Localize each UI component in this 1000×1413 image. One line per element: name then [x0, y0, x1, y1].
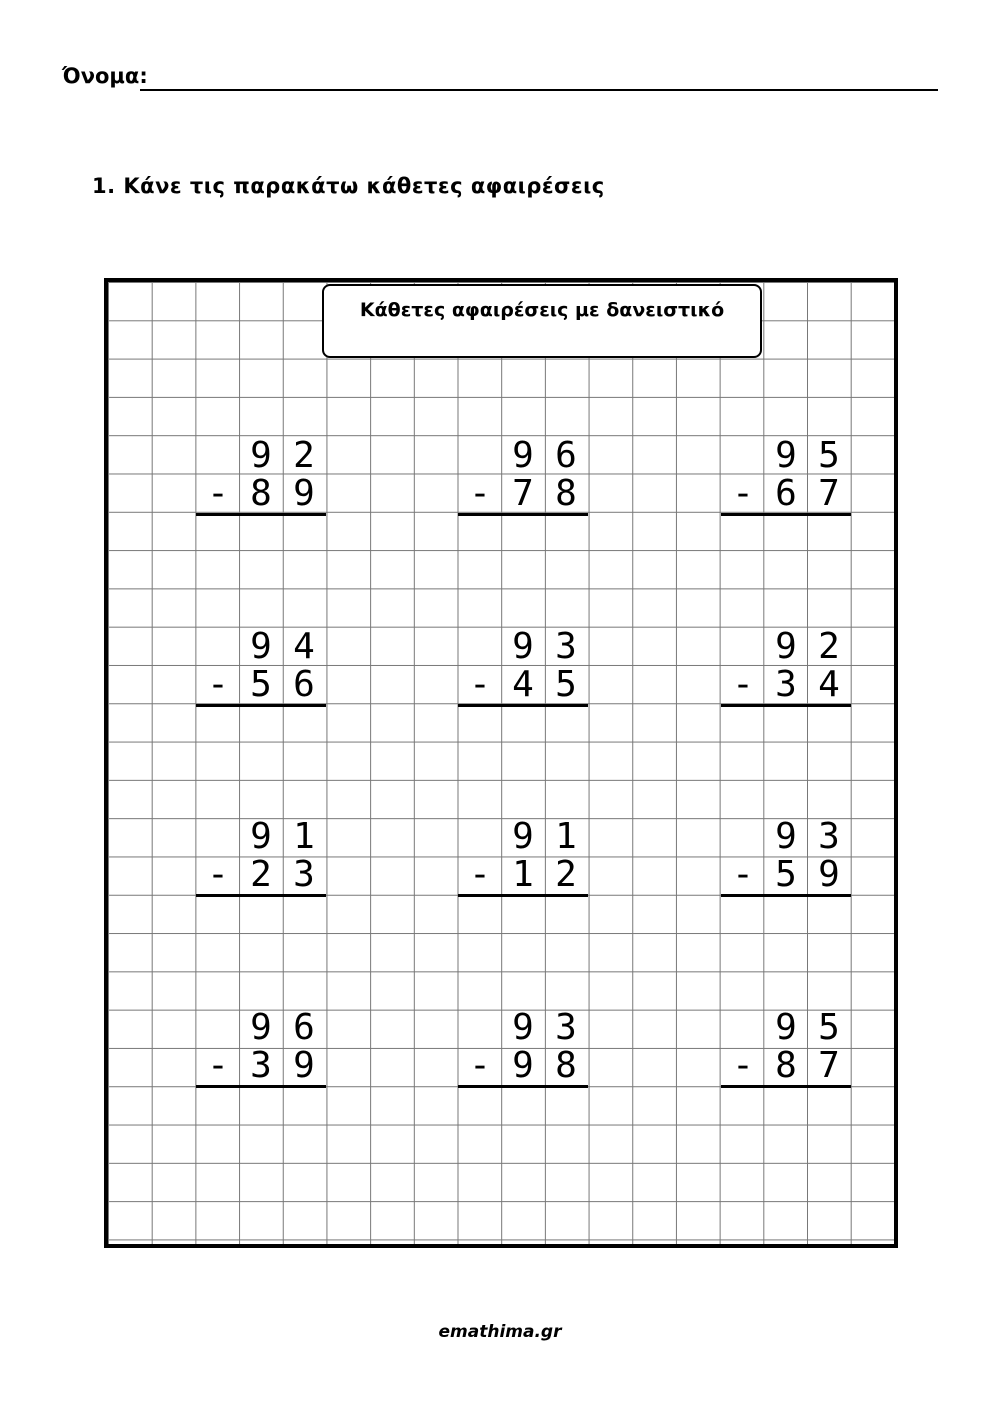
minuend-row: [196, 817, 326, 857]
subtrahend-digit: 3: [250, 1045, 272, 1086]
subtrahend-digit: 3: [775, 664, 797, 705]
minuend-digit: 9: [250, 816, 272, 857]
minuend-digit: 2: [293, 435, 315, 476]
minuend-digit: 9: [775, 626, 797, 667]
name-row: [62, 62, 938, 94]
subtraction-problem: [458, 627, 588, 709]
subtrahend-digit: 8: [555, 473, 577, 514]
minuend-digit: 3: [555, 626, 577, 667]
minuend-digit: 3: [818, 816, 840, 857]
name-write-line[interactable]: [140, 89, 938, 91]
subtrahend-digit: 7: [512, 473, 534, 514]
subtraction-problem: [721, 1008, 851, 1090]
minus-sign: -: [469, 854, 491, 895]
subtrahend-digit: 4: [512, 664, 534, 705]
subtrahend-digit: 9: [293, 1045, 315, 1086]
minuend-row: [458, 436, 588, 476]
answer-line: [458, 704, 588, 707]
subtrahend-row: [458, 474, 588, 514]
subtrahend-digit: 9: [512, 1045, 534, 1086]
subtraction-problem: [196, 817, 326, 899]
answer-line: [458, 894, 588, 897]
subtrahend-digit: 4: [818, 664, 840, 705]
subtrahend-digit: 6: [293, 664, 315, 705]
minuend-digit: 4: [293, 626, 315, 667]
minuend-digit: 5: [818, 1007, 840, 1048]
minus-sign: -: [732, 1045, 754, 1086]
subtrahend-digit: 2: [250, 854, 272, 895]
minuend-row: [721, 1008, 851, 1048]
subtrahend-row: [458, 855, 588, 895]
answer-line: [458, 513, 588, 516]
answer-line: [196, 894, 326, 897]
subtrahend-digit: 5: [250, 664, 272, 705]
answer-line: [458, 1085, 588, 1088]
minuend-digit: 6: [555, 435, 577, 476]
subtrahend-row: [196, 855, 326, 895]
minus-sign: -: [469, 664, 491, 705]
subtrahend-digit: 1: [512, 854, 534, 895]
minuend-digit: 3: [555, 1007, 577, 1048]
minuend-digit: 1: [555, 816, 577, 857]
minuend-row: [458, 1008, 588, 1048]
subtrahend-digit: 7: [818, 1045, 840, 1086]
subtrahend-row: [196, 1046, 326, 1086]
subtraction-problem: [196, 436, 326, 518]
subtraction-problem: [721, 627, 851, 709]
minuend-digit: 9: [512, 1007, 534, 1048]
minuend-digit: 9: [250, 1007, 272, 1048]
minuend-digit: 9: [250, 435, 272, 476]
subtrahend-row: [721, 1046, 851, 1086]
minus-sign: -: [732, 854, 754, 895]
name-label: Όνομα:: [62, 64, 148, 88]
subtrahend-row: [721, 474, 851, 514]
subtrahend-row: [721, 665, 851, 705]
minuend-row: [721, 817, 851, 857]
subtraction-problem: [196, 1008, 326, 1090]
minuend-digit: 9: [775, 1007, 797, 1048]
worksheet-title: Κάθετες αφαιρέσεις με δανειστικό: [322, 284, 762, 358]
answer-line: [721, 894, 851, 897]
minuend-digit: 2: [818, 626, 840, 667]
minuend-digit: 9: [250, 626, 272, 667]
footer-source: emathima.gr: [438, 1322, 562, 1342]
minuend-digit: 9: [512, 816, 534, 857]
answer-line: [721, 513, 851, 516]
subtrahend-digit: 9: [293, 473, 315, 514]
minuend-row: [196, 436, 326, 476]
minuend-row: [458, 627, 588, 667]
subtrahend-digit: 7: [818, 473, 840, 514]
subtrahend-digit: 3: [293, 854, 315, 895]
answer-line: [721, 704, 851, 707]
subtraction-problem: [721, 436, 851, 518]
minus-sign: -: [207, 664, 229, 705]
subtrahend-digit: 8: [555, 1045, 577, 1086]
minus-sign: -: [469, 1045, 491, 1086]
minus-sign: -: [207, 1045, 229, 1086]
subtrahend-row: [196, 665, 326, 705]
minuend-row: [458, 817, 588, 857]
minuend-digit: 9: [512, 435, 534, 476]
answer-line: [196, 513, 326, 516]
subtraction-problem: [458, 817, 588, 899]
minus-sign: -: [469, 473, 491, 514]
subtrahend-digit: 5: [775, 854, 797, 895]
minuend-row: [721, 627, 851, 667]
answer-line: [196, 1085, 326, 1088]
minuend-digit: 6: [293, 1007, 315, 1048]
graph-paper-grid: [104, 278, 898, 1248]
minuend-digit: 5: [818, 435, 840, 476]
minuend-row: [196, 627, 326, 667]
subtrahend-row: [196, 474, 326, 514]
subtraction-problem: [196, 627, 326, 709]
subtrahend-digit: 2: [555, 854, 577, 895]
instruction-text: 1. Κάνε τις παρακάτω κάθετες αφαιρέσεις: [92, 174, 605, 198]
minus-sign: -: [207, 854, 229, 895]
minus-sign: -: [732, 664, 754, 705]
minuend-digit: 9: [775, 435, 797, 476]
subtrahend-digit: 6: [775, 473, 797, 514]
minus-sign: -: [207, 473, 229, 514]
subtrahend-digit: 9: [818, 854, 840, 895]
answer-line: [196, 704, 326, 707]
subtraction-problem: [458, 436, 588, 518]
subtrahend-digit: 8: [775, 1045, 797, 1086]
subtraction-problem: [721, 817, 851, 899]
minuend-row: [196, 1008, 326, 1048]
subtrahend-row: [458, 665, 588, 705]
subtrahend-digit: 5: [555, 664, 577, 705]
subtraction-problem: [458, 1008, 588, 1090]
minus-sign: -: [732, 473, 754, 514]
subtrahend-row: [721, 855, 851, 895]
subtrahend-row: [458, 1046, 588, 1086]
minuend-row: [721, 436, 851, 476]
minuend-digit: 1: [293, 816, 315, 857]
minuend-digit: 9: [512, 626, 534, 667]
subtrahend-digit: 8: [250, 473, 272, 514]
minuend-digit: 9: [775, 816, 797, 857]
answer-line: [721, 1085, 851, 1088]
